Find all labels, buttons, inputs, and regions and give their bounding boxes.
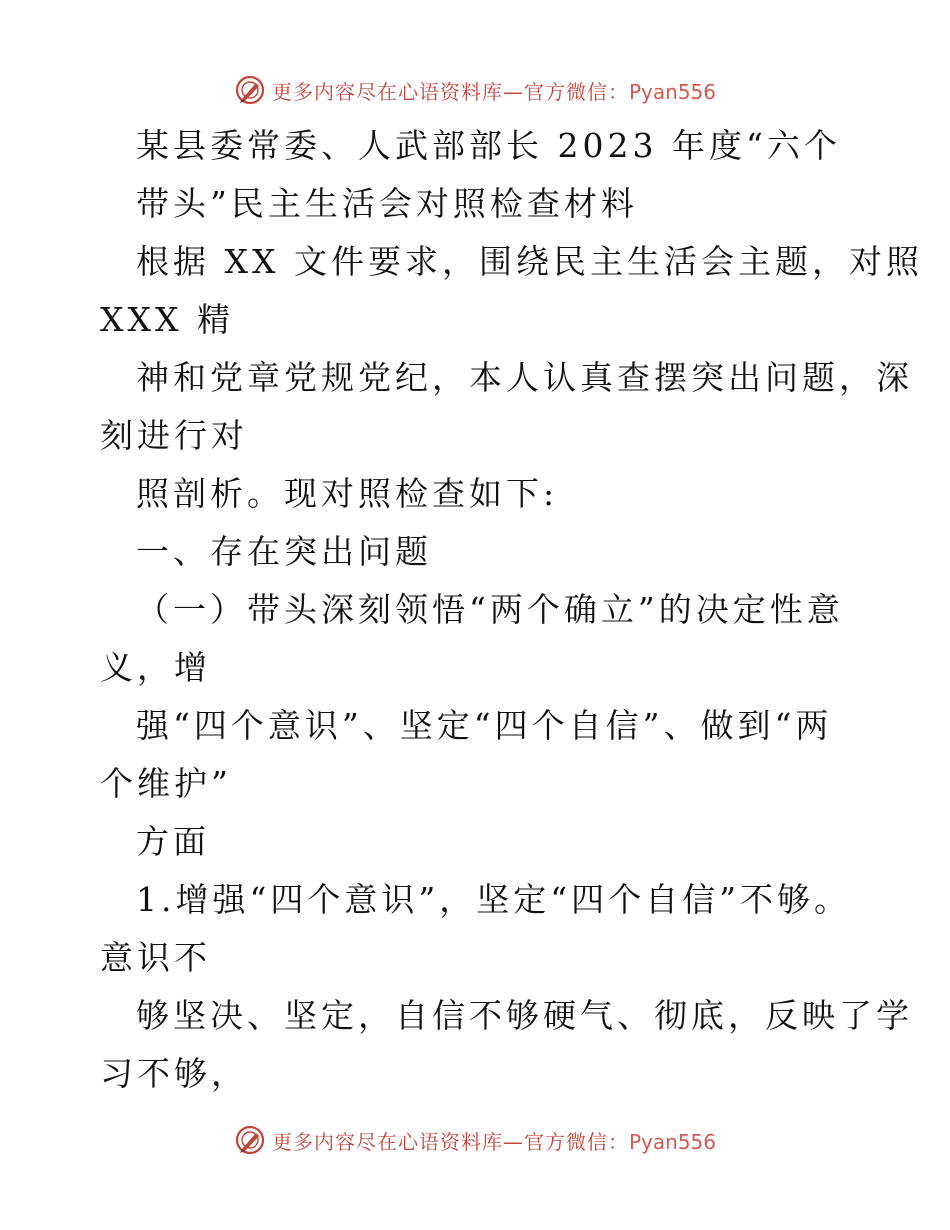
text-line: （一）带头深刻领悟“两个确立”的决定性意: [136, 590, 844, 629]
text-line: 照剖析。现对照检查如下:: [136, 474, 559, 513]
text-line: 够坚决、坚定，自信不够硬气、彻底，反映了学: [136, 996, 913, 1035]
header-watermark: [0, 70, 950, 110]
pen-logo-icon: [234, 74, 266, 106]
text-line: 强“四个意识”、坚定“四个自信”、做到“两: [136, 706, 833, 745]
text-line: 某县委常委、人武部部长 2023 年度“六个: [136, 126, 841, 165]
text-line: 义，增: [100, 648, 211, 687]
text-line: 带头”民主生活会对照检查材料: [136, 184, 638, 223]
pen-logo-icon: [234, 1124, 266, 1156]
footer-watermark: [0, 1120, 950, 1160]
text-line: 1.增强“四个意识”，坚定“四个自信”不够。: [136, 880, 851, 919]
watermark-handle: Pyan556: [628, 1129, 716, 1154]
text-line: XXX 精: [100, 300, 234, 339]
watermark-text: 更多内容尽在心语资料库—官方微信：Pyan556: [271, 79, 716, 104]
text-line: 方面: [136, 822, 210, 861]
text-line: 习不够，: [100, 1054, 248, 1093]
text-line: 神和党章党规党纪，本人认真查摆突出问题，深: [136, 358, 913, 397]
text-line: 个维护”: [100, 764, 232, 803]
text-line: 根据 XX 文件要求，围绕民主生活会主题，对照: [136, 242, 923, 281]
watermark-text: 更多内容尽在心语资料库—官方微信：Pyan556: [271, 1129, 716, 1154]
text-line: 刻进行对: [100, 416, 248, 455]
watermark-handle: Pyan556: [628, 79, 716, 104]
text-line: 一、存在突出问题: [136, 532, 432, 571]
text-line: 意识不: [100, 938, 211, 977]
